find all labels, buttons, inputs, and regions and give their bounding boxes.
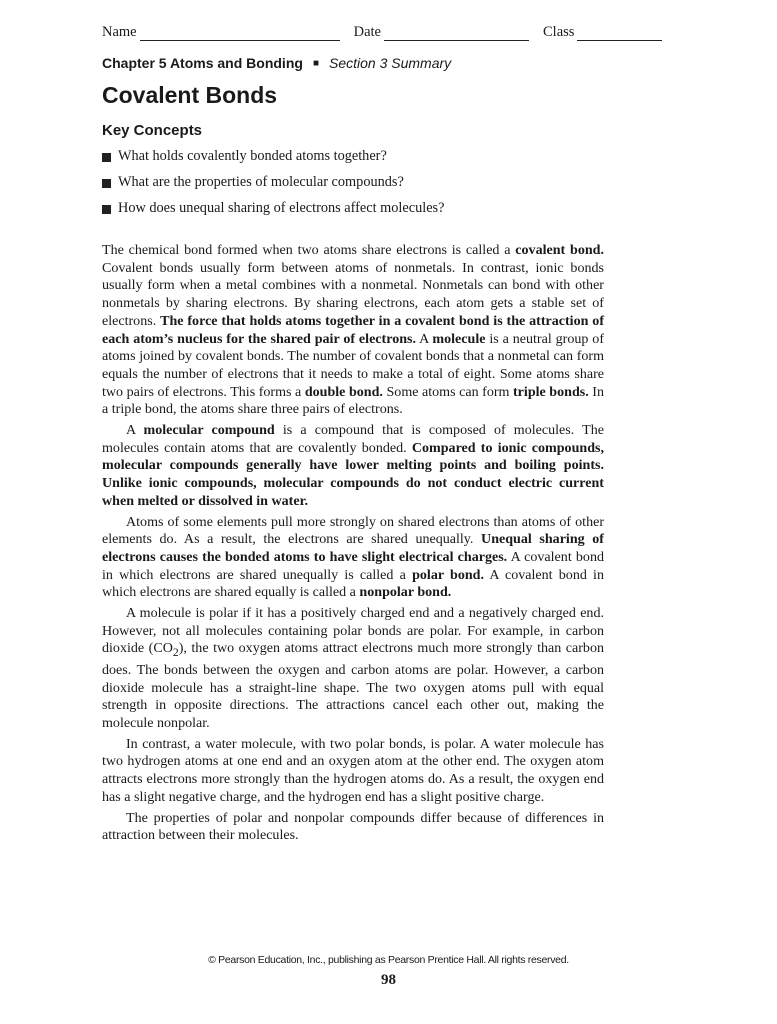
summary-body [102,242,604,848]
key-concepts-list [102,148,662,226]
name-field [102,24,340,41]
name-blank-line[interactable] [140,28,340,41]
key-concept-item [102,174,662,200]
body-paragraph [102,242,604,419]
bold-term: Compared to ionic compounds, molecular compounds generally have lower melting points and boiling points. Unlike ionic compounds, molecular compounds do not conduct electric current when melted or dissolved in water. [102,439,604,509]
class-blank-line[interactable] [577,28,662,41]
text-run: ), the two oxygen atoms attract electrons much more strongly than carbon does. The bonds between the oxygen and carbon atoms are polar. However, a carbon dioxide molecule has a straight-line shape. The two oxygen atoms pull with equal strength in opposite directions. The attractions cancel each other out, making the molecule nonpolar. [102,640,604,732]
bold-term: nonpolar bond. [359,584,452,601]
date-blank-line[interactable] [384,28,529,41]
bold-term: Unequal sharing of electrons causes the bonded atoms to have slight electrical charges. [102,531,604,565]
key-concept-item [102,200,662,226]
body-paragraph [102,605,604,733]
chapter-section-line [102,55,451,71]
text-run: is a compound that is composed of molecules. The molecules contain atoms that are covalently bonded. [102,422,604,456]
class-field [543,24,662,41]
page-number: 98 [381,972,396,988]
separator-bullet: ■ [312,58,319,69]
text-run: A covalent bond in which electrons are shared unequally is called a [102,548,604,583]
text-run: Atoms of some elements pull more strongly on shared electrons than atoms of other elements do. As a result, the electrons are shared unequally. [102,513,604,548]
text-run: A [416,330,433,347]
text-run: In a triple bond, the atoms share three pairs of electrons. [102,383,604,418]
text-run: A [126,422,144,439]
body-paragraph [102,810,604,845]
body-paragraph [102,514,604,603]
square-bullet-icon [102,153,111,162]
subscript: 2 [172,646,179,660]
key-concepts-heading: Key Concepts [102,122,203,139]
name-label: Name [102,24,137,40]
body-paragraph [102,422,604,511]
text-run: The properties of polar and nonpolar compounds differ because of differences in attraction between their molecules. [102,809,604,844]
bold-term: molecular compound [143,422,275,439]
key-concept-text: How does unequal sharing of electrons affect molecules? [118,200,445,216]
square-bullet-icon [102,205,111,214]
body-paragraph [102,736,604,807]
page-title: Covalent Bonds [102,82,278,108]
chapter-label: Chapter 5 Atoms and Bonding [102,55,303,71]
bold-term: The force that holds atoms together in a covalent bond is the attraction of each atom’s nucleus for the shared pair of electrons. [102,312,604,347]
bold-term: covalent bond. [515,242,604,258]
text-run: Covalent bonds usually form between atoms of nonmetals. In contrast, ionic bonds usually form when a metal combines with a nonmetal. Nonmetals can bond with other nonmetals by sharing electrons. By sharing electrons, each atom gets a stable set of electrons. [102,259,604,329]
text-run: is a neutral group of atoms joined by covalent bonds. The number of covalent bonds that a nonmetal can form equals the number of electrons that it needs to make a total of eight. Some atoms share two pairs of electrons. This forms a [102,330,604,400]
section-label: Section 3 Summary [328,55,452,71]
student-info-header [102,24,669,41]
square-bullet-icon [102,179,111,188]
text-run: Some atoms can form [382,383,513,400]
text-run: In contrast, a water molecule, with two polar bonds, is polar. A water molecule has two hydrogen atoms at one end and an oxygen atom at the other end. The oxygen atom attracts electrons more strongly than the hydrogen atoms do. As a result, the oxygen end has a slight negative charge, and the hydrogen end has a slight positive charge. [102,735,604,805]
bold-term: triple bonds. [513,383,589,400]
bold-term: molecule [432,330,486,347]
bold-term: polar bond. [412,566,484,583]
key-concept-item [102,148,662,174]
bold-term: double bond. [304,383,383,400]
key-concept-text: What holds covalently bonded atoms together? [118,148,387,164]
class-label: Class [543,24,575,40]
copyright-notice: © Pearson Education, Inc., publishing as Pearson Prentice Hall. All rights reserved. [208,954,569,966]
text-run: A covalent bond in which electrons are shared equally is called a [102,566,604,601]
key-concept-text: What are the properties of molecular compounds? [118,174,404,190]
text-run: The chemical bond formed when two atoms share electrons is called a [102,242,516,258]
text-run: A molecule is polar if it has a positively charged end and a negatively charged end. However, not all molecules containing polar bonds are polar. For example, in carbon dioxide (CO [102,605,604,657]
date-label: Date [353,24,381,40]
date-field [354,24,529,41]
